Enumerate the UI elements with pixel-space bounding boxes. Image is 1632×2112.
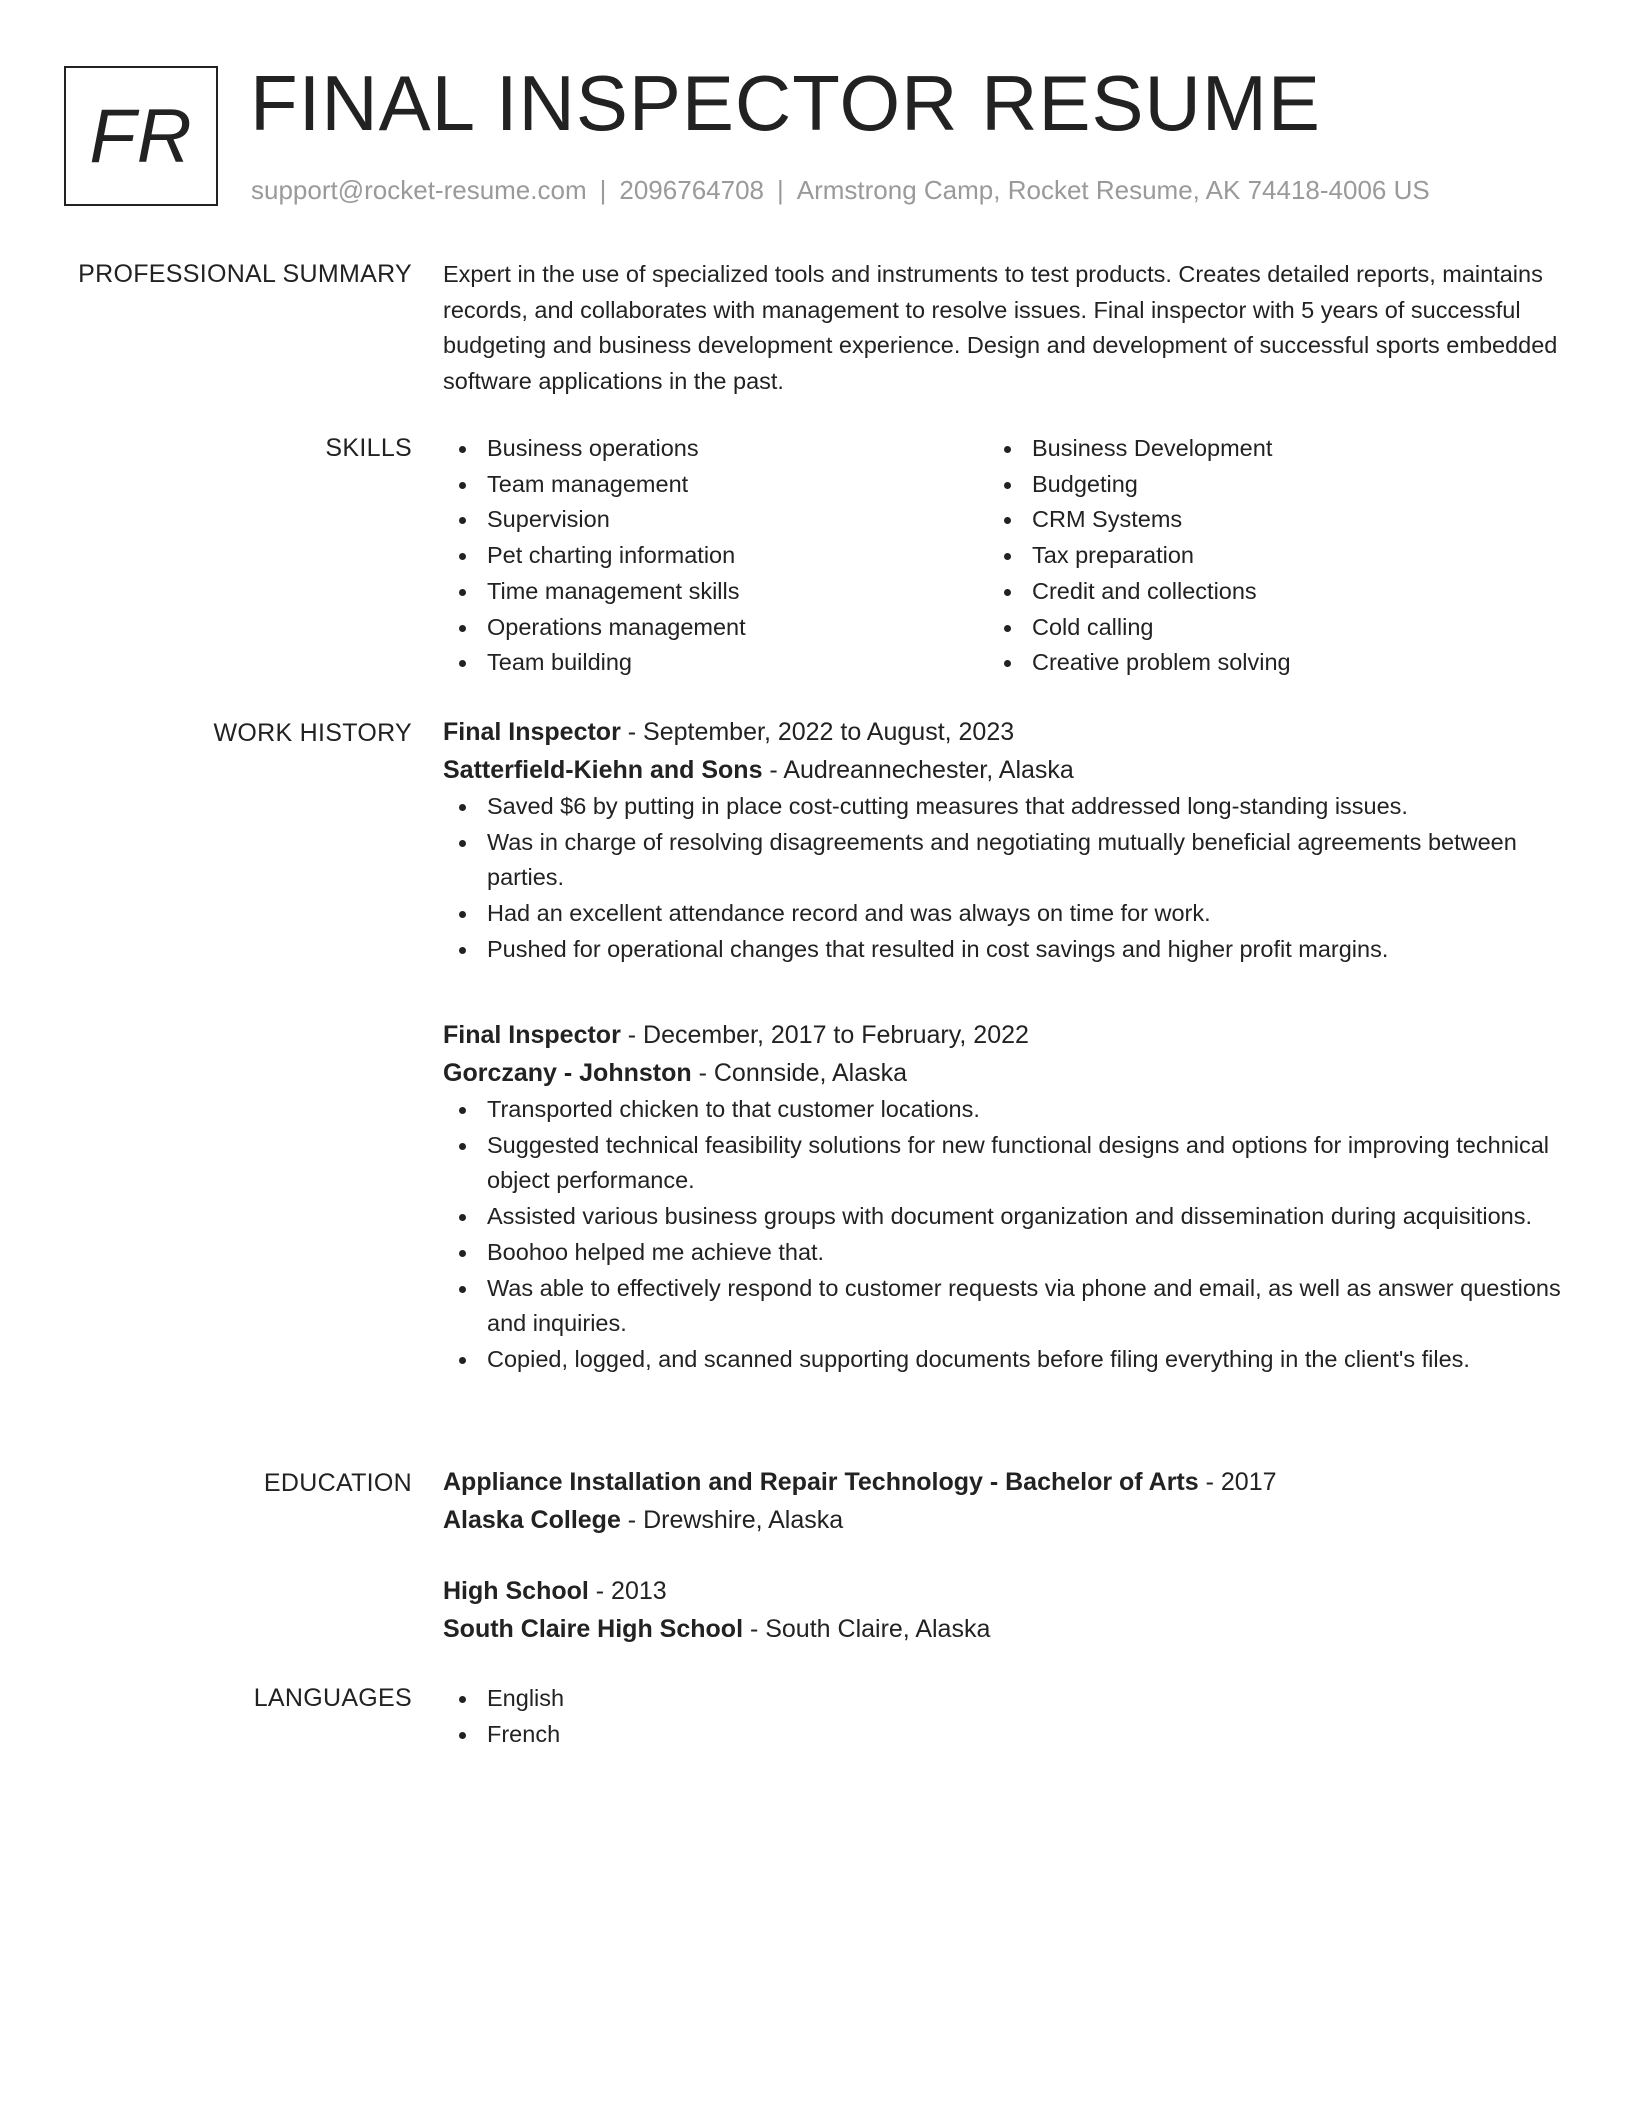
skill-item: Tax preparation <box>988 538 1533 574</box>
job-company: Gorczany - Johnston <box>443 1059 692 1087</box>
job-company: Satterfield-Kiehn and Sons <box>443 756 763 784</box>
job-location: - Audreannechester, Alaska <box>762 756 1074 784</box>
job-bullet: Was in charge of resolving disagreements and negotiating mutually beneficial agreements between parties. <box>443 825 1563 896</box>
job-dates: - September, 2022 to August, 2023 <box>620 718 1015 746</box>
languages-list <box>443 1681 1563 1752</box>
job-title-line <box>443 713 1563 751</box>
skill-item: Time management skills <box>443 574 988 610</box>
monogram-box <box>64 66 218 206</box>
section-label-languages: LANGUAGES <box>253 1684 412 1712</box>
skill-item: Business Development <box>988 431 1533 467</box>
contact-email: support@rocket-resume.com <box>251 175 587 205</box>
section-label-skills: SKILLS <box>325 434 412 462</box>
language-item: French <box>443 1717 1563 1753</box>
education-degree: Appliance Installation and Repair Technology - Bachelor of Arts <box>443 1468 1199 1496</box>
contact-line <box>251 172 1430 208</box>
skill-item: Creative problem solving <box>988 645 1533 681</box>
job-bullet: Copied, logged, and scanned supporting documents before filing everything in the client's files. <box>443 1342 1563 1378</box>
education-entry <box>443 1572 1563 1648</box>
education-school: Alaska College <box>443 1506 621 1534</box>
education-degree: High School <box>443 1577 589 1605</box>
section-label-education: EDUCATION <box>263 1469 412 1497</box>
job-title: Final Inspector <box>443 718 621 746</box>
monogram-initials: FR <box>89 93 193 179</box>
job-bullet: Boohoo helped me achieve that. <box>443 1235 1563 1271</box>
education-degree-line <box>443 1572 1563 1610</box>
contact-address: Armstrong Camp, Rocket Resume, AK 74418-4006 US <box>796 175 1430 205</box>
education-entry <box>443 1463 1563 1539</box>
job-title: Final Inspector <box>443 1021 621 1049</box>
job-bullet: Saved $6 by putting in place cost-cutting measures that addressed long-standing issues. <box>443 789 1563 825</box>
contact-separator: | <box>599 175 607 205</box>
job-bullet: Suggested technical feasibility solutions for new functional designs and options for improving technical object performance. <box>443 1128 1563 1199</box>
job-entry <box>443 1016 1563 1378</box>
skill-item: Operations management <box>443 610 988 646</box>
skills-list-right <box>988 431 1533 681</box>
job-company-line <box>443 751 1563 789</box>
job-dates: - December, 2017 to February, 2022 <box>620 1021 1029 1049</box>
skills-list-left <box>443 431 988 681</box>
education-location: - Drewshire, Alaska <box>620 1506 844 1534</box>
skill-item: Supervision <box>443 502 988 538</box>
section-skills <box>443 431 1563 681</box>
job-location: - Connside, Alaska <box>691 1059 908 1087</box>
job-company-line <box>443 1054 1563 1092</box>
summary-text: Expert in the use of specialized tools and instruments to test products. Creates detailed reports, maintains records, and collaborates with management to resolve issues. Final inspector with 5 years of successful budgeting and business development experience. Design and development of successful sports embedded software applications in the past. <box>443 261 1558 394</box>
education-year: - 2017 <box>1198 1468 1277 1496</box>
skills-grid <box>443 431 1563 681</box>
job-bullet: Assisted various business groups with document organization and dissemination during acquisitions. <box>443 1199 1563 1235</box>
education-year: - 2013 <box>588 1577 667 1605</box>
job-bullets <box>443 789 1563 968</box>
section-label-work-history: WORK HISTORY <box>213 719 412 747</box>
section-label-summary: PROFESSIONAL SUMMARY <box>78 260 412 288</box>
job-entry <box>443 713 1563 968</box>
section-summary <box>443 257 1563 399</box>
job-bullet: Pushed for operational changes that resulted in cost savings and higher profit margins. <box>443 932 1563 968</box>
job-bullet: Had an excellent attendance record and was always on time for work. <box>443 896 1563 932</box>
contact-separator: | <box>777 175 784 205</box>
education-location: - South Claire, Alaska <box>743 1615 991 1643</box>
skill-item: Pet charting information <box>443 538 988 574</box>
job-bullets <box>443 1092 1563 1378</box>
education-school-line <box>443 1501 1563 1539</box>
skill-item: Team management <box>443 467 988 503</box>
job-bullet: Was able to effectively respond to customer requests via phone and email, as well as answer questions and inquiries. <box>443 1271 1563 1342</box>
skill-item: Credit and collections <box>988 574 1533 610</box>
skill-item: CRM Systems <box>988 502 1533 538</box>
language-item: English <box>443 1681 1563 1717</box>
education-degree-line <box>443 1463 1563 1501</box>
education-school: South Claire High School <box>443 1615 744 1643</box>
job-bullet: Transported chicken to that customer locations. <box>443 1092 1563 1128</box>
resume-title: FINAL INSPECTOR RESUME <box>250 59 1321 147</box>
section-languages <box>443 1681 1563 1752</box>
skill-item: Team building <box>443 645 988 681</box>
skill-item: Business operations <box>443 431 988 467</box>
skill-item: Budgeting <box>988 467 1533 503</box>
contact-phone: 2096764708 <box>619 175 764 205</box>
job-title-line <box>443 1016 1563 1054</box>
skill-item: Cold calling <box>988 610 1533 646</box>
education-school-line <box>443 1610 1563 1648</box>
